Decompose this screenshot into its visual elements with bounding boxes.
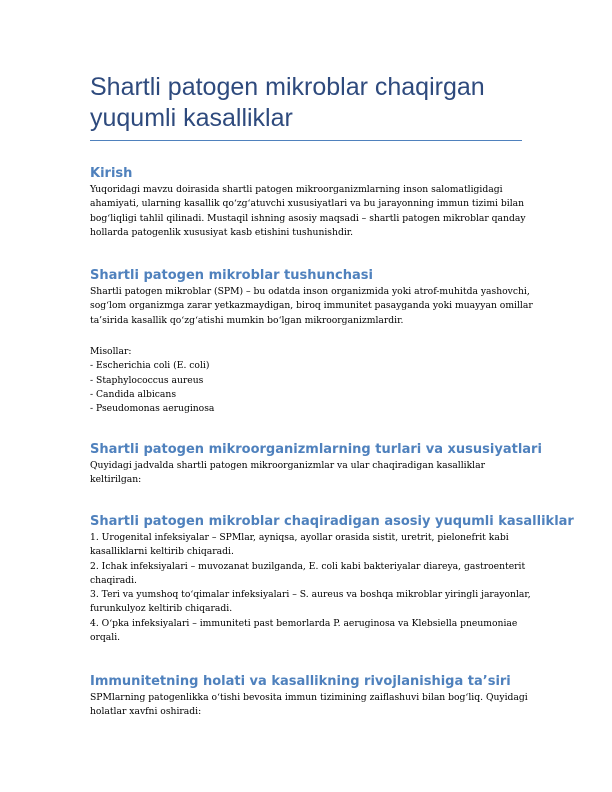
list-item: - Pseudomonas aeruginosa [90,403,215,415]
section-heading-kasalliklar: Shartli patogen mikroblar chaqiradigan asosiy yuqumli kasalliklar [90,514,574,529]
section-paragraph-turlari [90,459,530,488]
paragraph-line: chaqiradi. [90,574,137,586]
paragraph-line: 1. Urogenital infeksiyalar – SPMlar, ayniqsa, ayollar orasida sistit, uretrit, pielonefrit kabi [90,532,509,543]
section-heading-tushuncha: Shartli patogen mikroblar tushunchasi [90,268,373,283]
section-paragraph-tushuncha [90,285,533,328]
section-paragraph-immunitet [90,691,530,720]
paragraph-line: sog‘lom organizmga zarar yetkazmaydigan, biroq immunitet pasayganda yoki muayyan omillar [90,300,533,312]
section-paragraph-kirish [90,183,530,240]
examples-list [90,345,530,416]
title-divider [90,140,522,141]
paragraph-line: holatlar xavfni oshiradi: [90,706,202,718]
paragraph-line: hollarda patogenlik xususiyat kasb etishini tushunishdir. [90,226,354,238]
title-line: Shartli patogen mikroblar chaqirgan [90,73,485,101]
examples-list-title: Misollar: [90,346,132,357]
paragraph-line: ahamiyati, ularning kasallik qo‘zg‘atuvchi xususiyatlari va bu jarayonning immun tizimi bilan [90,198,525,210]
paragraph-line: orqali. [90,632,121,644]
title-line: yuqumli kasalliklar [90,104,293,132]
paragraph-line: Yuqoridagi mavzu doirasida shartli patogen mikroorganizmlarning inson salomatligidagi [90,184,503,195]
section-heading-immunitet: Immunitetning holati va kasallikning rivojlanishiga ta’siri [90,674,511,689]
section-paragraph-kasalliklar [90,531,530,645]
section-heading-kirish: Kirish [90,166,133,181]
document-title [90,72,530,134]
paragraph-line: 4. O‘pka infeksiyalari – immuniteti past bemorlarda P. aeruginosa va Klebsiella pneumoniae [90,617,518,629]
paragraph-line: 3. Teri va yumshoq to‘qimalar infeksiyalari – S. aureus va boshqa mikroblar yiringli jarayonlar, [90,589,531,601]
paragraph-line: 2. Ichak infeksiyalari – muvozanat buzilganda, E. coli kabi bakteriyalar diareya, gastroenterit [90,560,526,572]
paragraph-line: keltirilgan: [90,474,142,486]
list-item: - Escherichia coli (E. coli) [90,360,210,372]
section-heading-turlari: Shartli patogen mikroorganizmlarning turlari va xususiyatlari [90,442,542,457]
paragraph-line: Shartli patogen mikroblar (SPM) – bu odatda inson organizmida yoki atrof-muhitda yashovchi, [90,286,530,297]
list-item: - Staphylococcus aureus [90,374,204,386]
paragraph-line: kasalliklarni keltirib chiqaradi. [90,546,234,558]
list-item: - Candida albicans [90,388,177,400]
paragraph-line: SPMlarning patogenlikka o‘tishi bevosita immun tizimining zaiflashuvi bilan bog‘liq. Quyidagi [90,692,528,703]
paragraph-line: Quyidagi jadvalda shartli patogen mikroorganizmlar va ular chaqiradigan kasalliklar [90,460,485,471]
paragraph-line: bog‘liqligi tahlil qilinadi. Mustaqil ishning asosiy maqsadi – shartli patogen mikroblar qanday [90,212,526,224]
paragraph-line: furunkulyoz keltirib chiqaradi. [90,603,233,615]
paragraph-line: ta’sirida kasallik qo‘zg‘atishi mumkin bo‘lgan mikroorganizmlardir. [90,314,404,326]
